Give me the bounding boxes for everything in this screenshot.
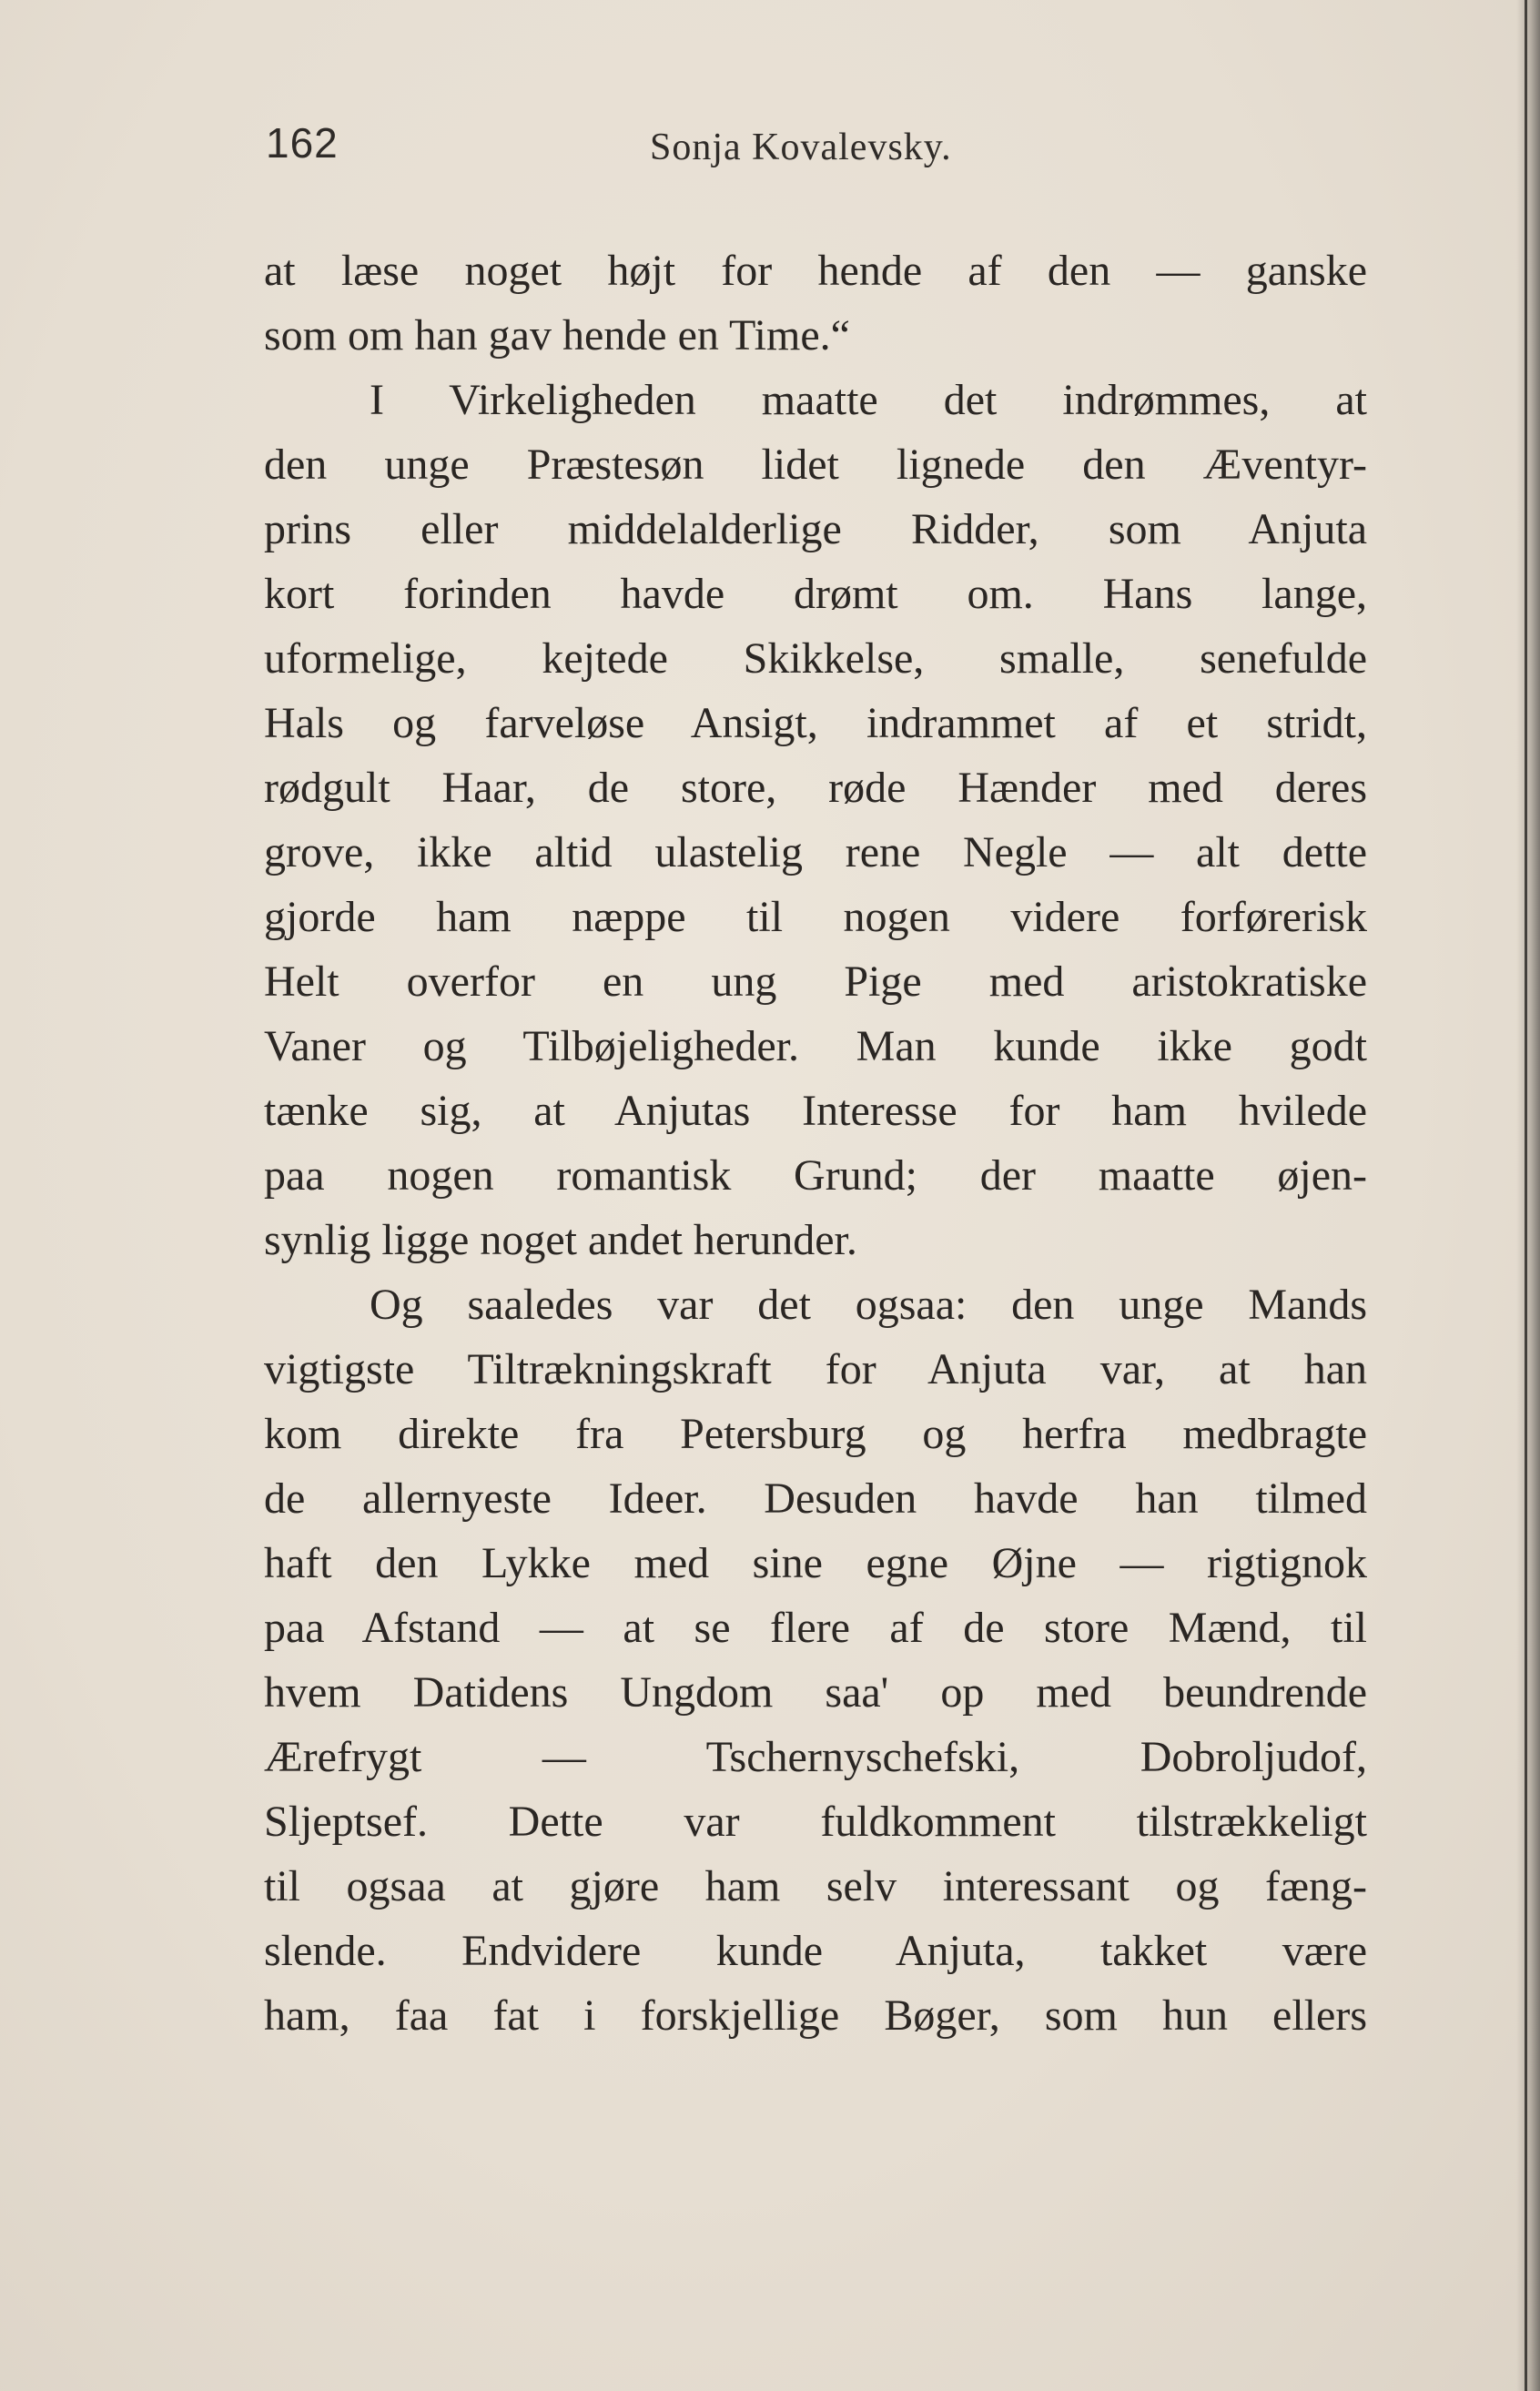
text-line: at læse noget højt for hende af den — ganske xyxy=(264,247,1367,295)
text-line: hvem Datidens Ungdom saa' op med beundrende xyxy=(264,1668,1367,1717)
text-line: ham, faa fat i forskjellige Bøger, som hun ellers xyxy=(264,1991,1367,2040)
text-line: I Virkeligheden maatte det indrømmes, at xyxy=(370,376,1367,424)
text-line: kort forinden havde drømt om. Hans lange, xyxy=(264,570,1367,618)
text-line: vigtigste Tiltrækningskraft for Anjuta var, at han xyxy=(264,1345,1367,1393)
text-line: som om han gav hende en Time.“ xyxy=(264,311,850,360)
text-line: uformelige, kejtede Skikkelse, smalle, senefulde xyxy=(264,634,1367,683)
page-header xyxy=(266,118,1363,182)
text-line: slende. Endvidere kunde Anjuta, takket være xyxy=(264,1927,1367,1975)
page-number: 162 xyxy=(266,119,339,167)
text-line: prins eller middelalderlige Ridder, som Anjuta xyxy=(264,505,1367,553)
text-line: haft den Lykke med sine egne Øjne — rigtignok xyxy=(264,1539,1367,1587)
page-edge-line xyxy=(1525,0,1527,2391)
text-line: grove, ikke altid ulastelig rene Negle — alt dette xyxy=(264,828,1367,876)
text-line: Hals og farveløse Ansigt, indrammet af et stridt, xyxy=(264,699,1367,747)
text-line: rødgult Haar, de store, røde Hænder med deres xyxy=(264,764,1367,812)
text-line: synlig ligge noget andet herunder. xyxy=(264,1216,857,1264)
text-line: Og saaledes var det ogsaa: den unge Mands xyxy=(370,1281,1367,1329)
text-line: Helt overfor en ung Pige med aristokratiske xyxy=(264,957,1367,1006)
text-line: den unge Præstesøn lidet lignede den Æventyr- xyxy=(264,441,1367,489)
text-line: Ærefrygt — Tschernyschefski, Dobroljudof, xyxy=(264,1733,1367,1781)
text-line: Vaner og Tilbøjeligheder. Man kunde ikke godt xyxy=(264,1022,1367,1070)
text-line: gjorde ham næppe til nogen videre forførerisk xyxy=(264,893,1367,941)
text-line: kom direkte fra Petersburg og herfra medbragte xyxy=(264,1410,1367,1458)
text-line: paa Afstand — at se flere af de store Mænd, til xyxy=(264,1604,1367,1652)
text-line: tænke sig, at Anjutas Interesse for ham hvilede xyxy=(264,1087,1367,1135)
running-title: Sonja Kovalevsky. xyxy=(650,127,952,168)
text-line: Sljeptsef. Dette var fuldkomment tilstrækkeligt xyxy=(264,1798,1367,1846)
text-line: de allernyeste Ideer. Desuden havde han tilmed xyxy=(264,1474,1367,1523)
body-text xyxy=(264,238,1367,2048)
text-line: paa nogen romantisk Grund; der maatte øjen- xyxy=(264,1151,1367,1200)
page-edge-shadow xyxy=(1516,0,1540,2391)
text-line: til ogsaa at gjøre ham selv interessant og fæng- xyxy=(264,1862,1367,1910)
